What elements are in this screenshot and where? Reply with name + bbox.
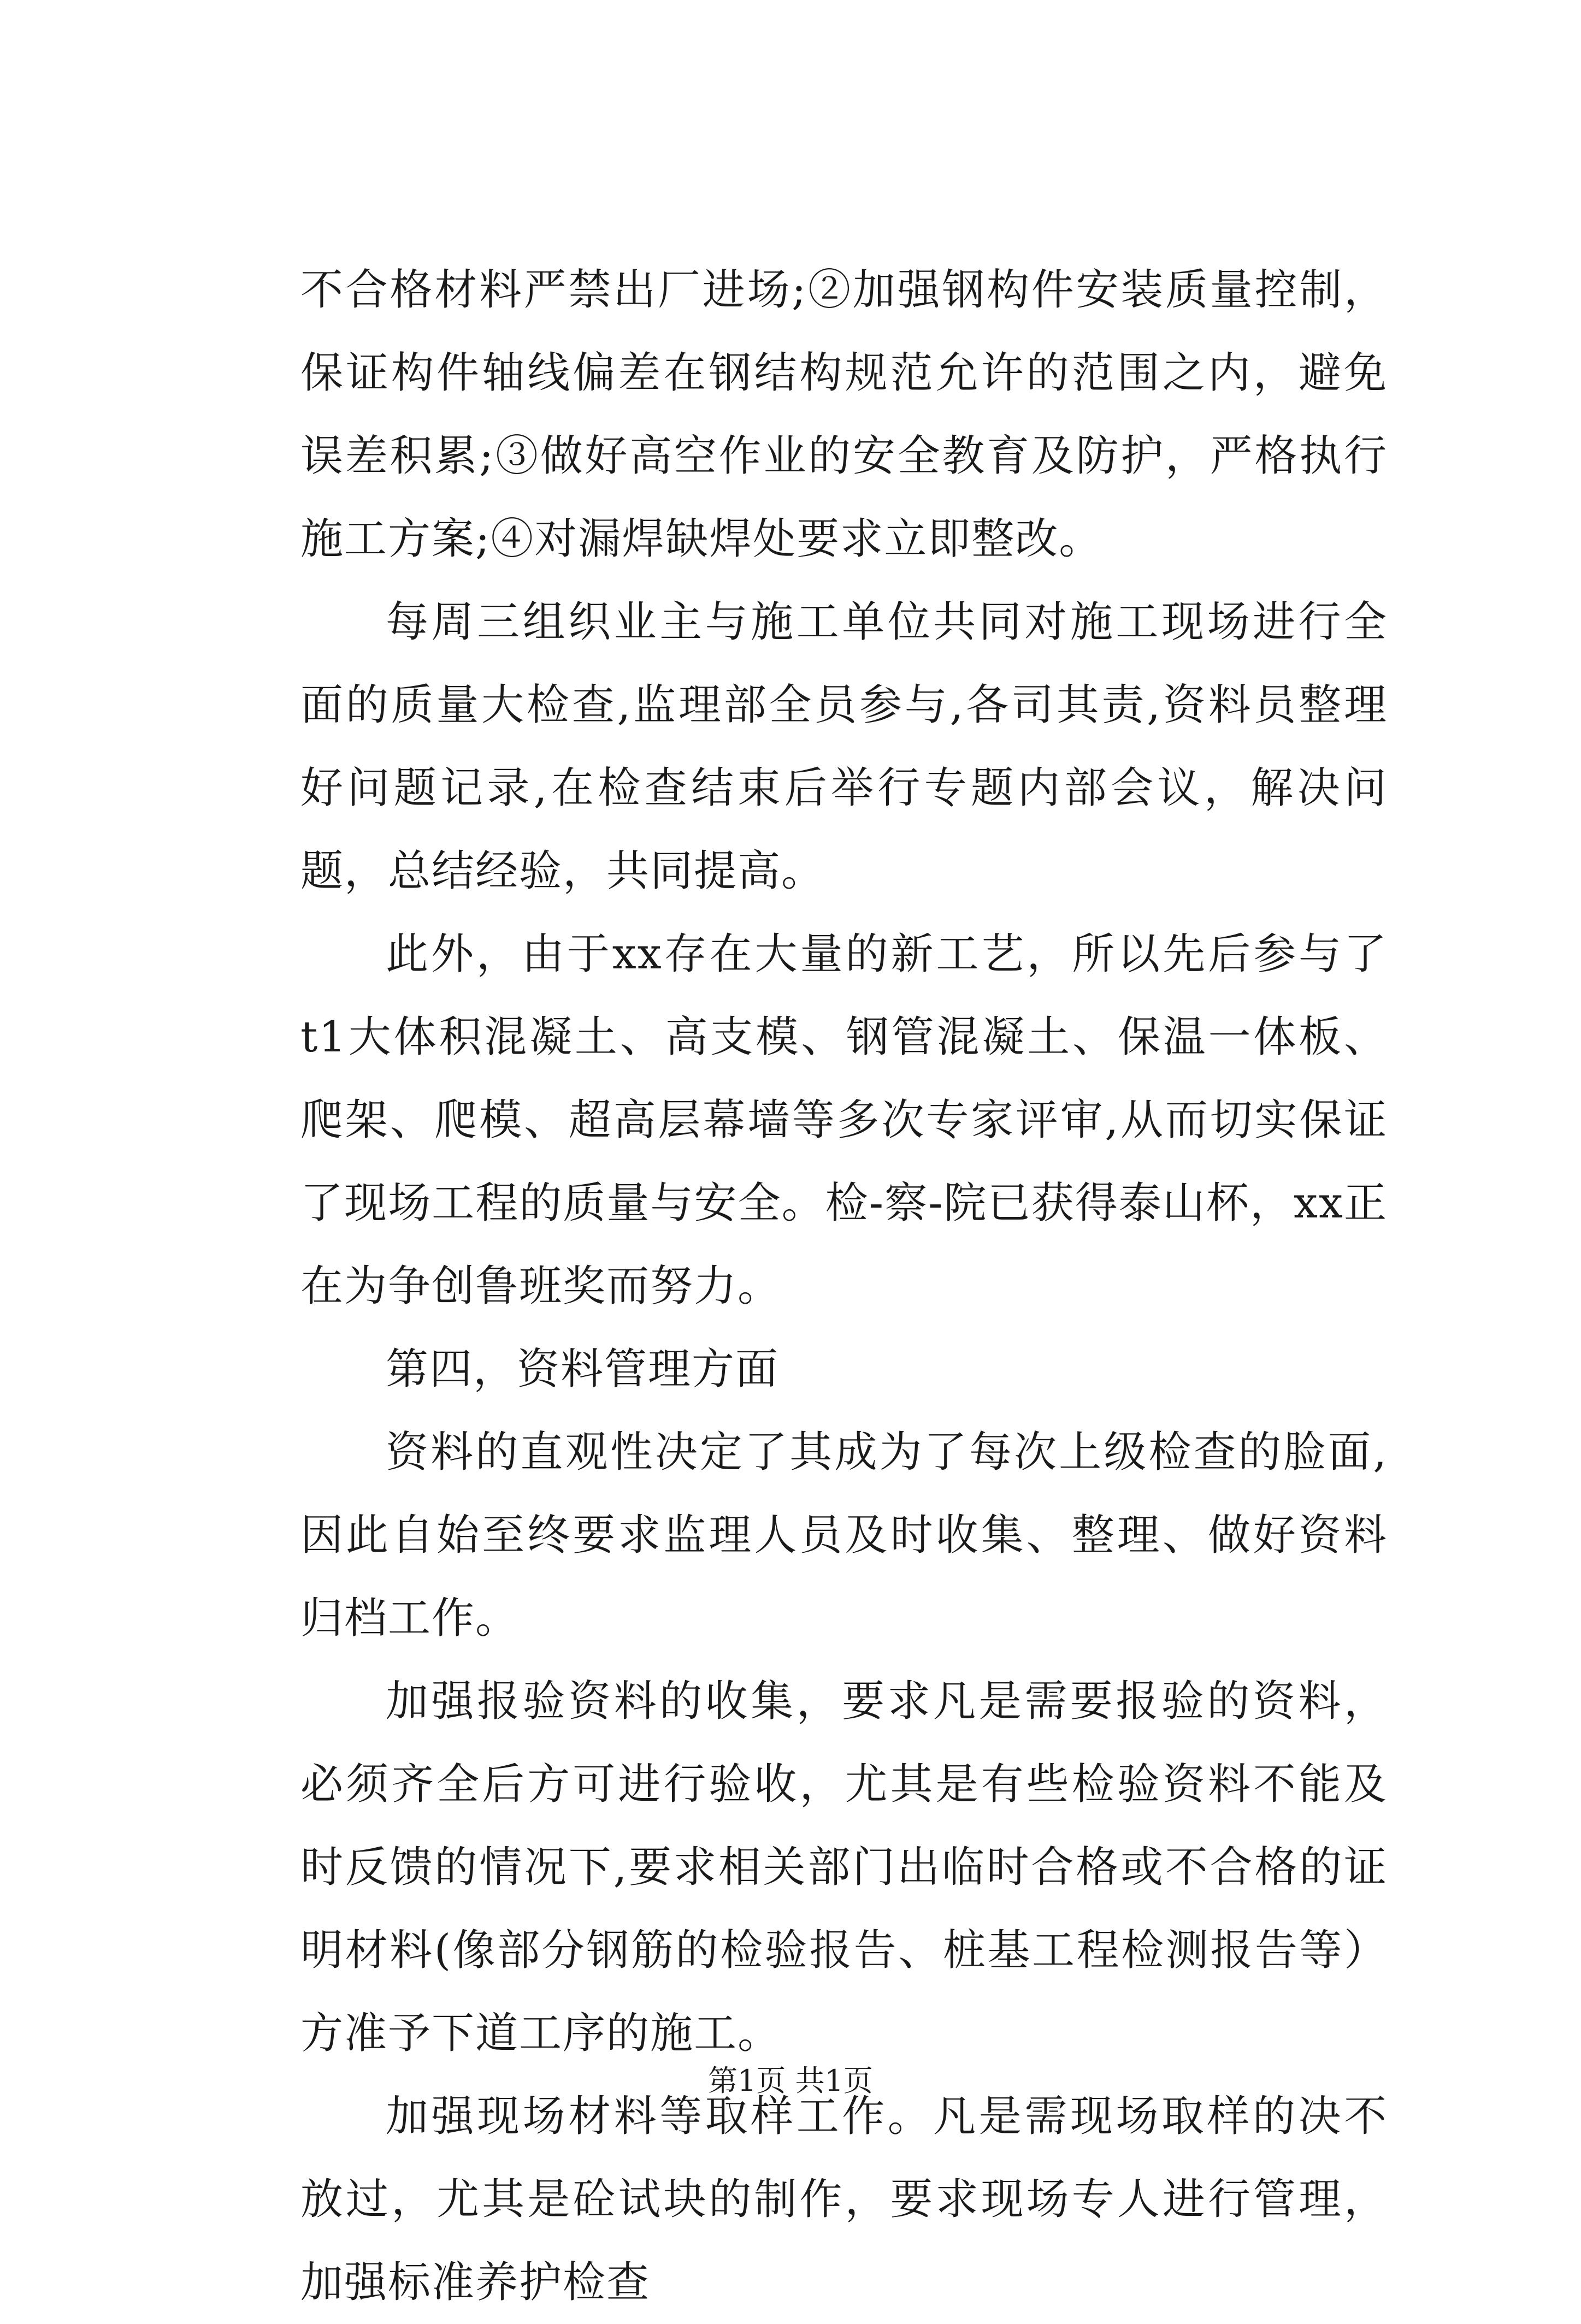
paragraph-inspection-materials: 加强报验资料的收集，要求凡是需要报验的资料，必须齐全后方可进行验收，尤其是有些检验资料不能及时反馈的情况下,要求相关部门出临时合格或不合格的证明材料(像部分钢筋的检验报告、桩基工程检测报告等）方准予下道工序的施工。 — [300, 1677, 1388, 2058]
paragraph-sampling-work: 加强现场材料等取样工作。凡是需现场取样的决不放过，尤其是砼试块的制作，要求现场专人进行管理，加强标准养护检查 — [300, 2092, 1388, 2307]
page-number-footer: 第1页 共1页 — [708, 2063, 873, 2098]
paragraph-continuation: 不合格材料严禁出厂进场;②加强钢构件安装质量控制，保证构件轴线偏差在钢结构规范允许的范围之内，避免误差积累;③做好高空作业的安全教育及防护，严格执行施工方案;④对漏焊缺焊处要求立即整改。 — [300, 265, 1388, 564]
paragraph-expert-review: 此外，由于xx存在大量的新工艺，所以先后参与了t1大体积混凝土、高支模、钢管混凝土、保温一体板、爬架、爬模、超高层幕墙等多次专家评审,从而切实保证了现场工程的质量与安全。检-察-院已获得泰山杯，xx正在为争创鲁班奖而努力。 — [300, 930, 1388, 1311]
section-heading-document-management: 第四，资料管理方面 — [386, 1345, 780, 1394]
paragraph-document-intuitiveness: 资料的直观性决定了其成为了每次上级检查的脸面,因此自始至终要求监理人员及时收集、整理、做好资料归档工作。 — [300, 1428, 1388, 1643]
paragraph-weekly-inspection: 每周三组织业主与施工单位共同对施工现场进行全面的质量大检查,监理部全员参与,各司其责,资料员整理好问题记录,在检查结束后举行专题内部会议，解决问题，总结经验，共同提高。 — [300, 598, 1388, 896]
document-body — [300, 249, 1388, 2324]
